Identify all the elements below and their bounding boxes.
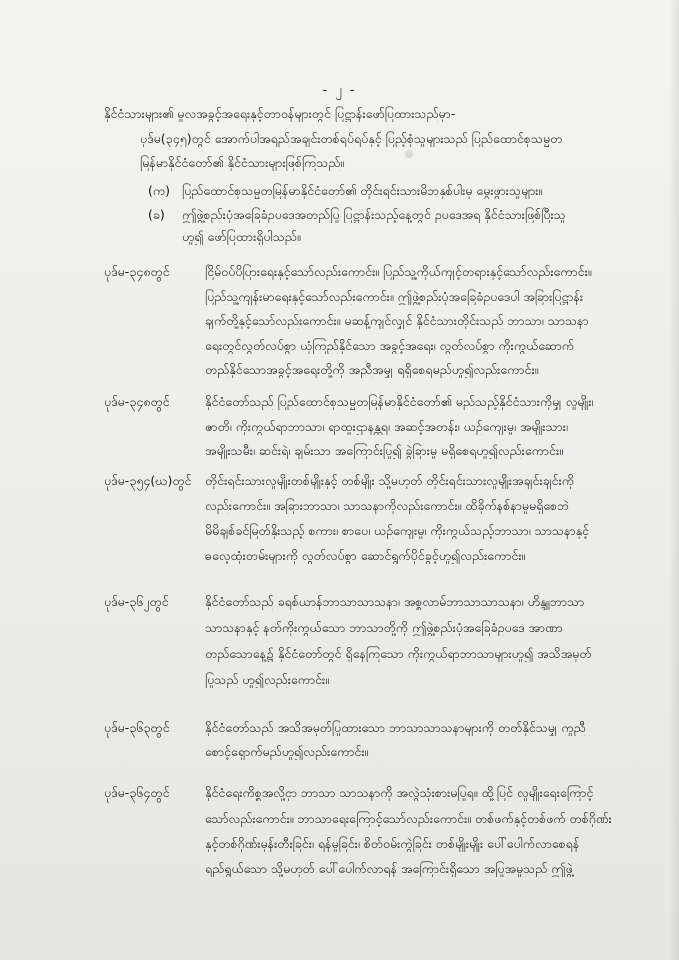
section-label: ပုဒ်မ-၃၆၂တွင်	[104, 594, 169, 609]
section-label: ပုဒ်မ-၃၆၄တွင်	[104, 785, 170, 800]
section-line: ဇာတိ၊ ကိုးကွယ်ရာဘာသာ၊ ရာထူးဌာနန္တရ၊ အဆင့်အတန်း၊ ယဉ်ကျေးမှု၊ အမျိုးသား၊	[205, 419, 568, 434]
section-line: နိုင်ငံရေးကိစ္စအလို့ငှာ ဘာသာ သာသနာကို အလွဲသုံးစားမပြုရ။ ထို့ပြင် လူမျိုးရေးကြောင့်	[205, 785, 594, 800]
section-line: နိုင်ငံတော်သည် ခရစ်ယာန်ဘာသာသာသနာ၊ အစ္စလာမ်ဘာသာသာသနာ၊ ဟိန္ဒူဘာသာ	[205, 594, 585, 609]
intro-line: မြန်မာနိုင်ငံတော်၏ နိုင်ငံသားများဖြစ်ကြသည်။	[140, 155, 345, 170]
section-line: အမျိုးသမီး၊ ဆင်းရဲ၊ ချမ်းသာ အကြောင်းပြု၍ ခွဲခြားမှု မရှိစေရဟူ၍လည်းကောင်း။	[205, 443, 563, 458]
intro-line: နိုင်ငံသားများ၏ မူလအခွင့်အရေးနှင့်တာဝန်များတွင် ပြဋ္ဌာန်းဖော်ပြထားသည်မှာ-	[104, 106, 456, 121]
section-line: ရည်ရွယ်သော သို့မဟုတ် ပေါ်ပေါက်လာရန် အကြောင်းရှိသော အပြုအမူသည် ဤဖွဲ့	[205, 861, 573, 876]
section-line: ပြုသည် ဟူ၍လည်းကောင်း။	[205, 672, 329, 687]
list-item-marker: (က)	[148, 183, 170, 198]
section-label: ပုဒ်မ-၃၆၃တွင်	[104, 720, 170, 735]
list-item-marker: (ခ)	[148, 207, 165, 222]
section-line: သာသနာနှင့် နတ်ကိုးကွယ်သော ဘာသာတို့ကို ဤဖွဲ့စည်းပုံအခြေခံဥပဒေ အာဏာ	[205, 620, 563, 635]
section-line: နိုင်ငံတော်သည် အသိအမှတ်ပြုထားသော ဘာသာသာသနာများကို တတ်နိုင်သမျှ ကူညီ	[205, 720, 586, 735]
list-item-text: ဤဖွဲ့စည်းပုံအခြေခံဥပဒေအတည်ပြု ပြဋ္ဌာန်းသည့်နေ့တွင် ဥပဒေအရ နိုင်ငံသားဖြစ်ပြီးသူ	[182, 207, 566, 222]
list-item-text: ပြည်ထောင်စုသမ္မတမြန်မာနိုင်ငံတော်၏ တိုင်းရင်းသားမိဘနှစ်ပါးမှ မွေးဖွားသူများ။	[182, 183, 543, 198]
section-line: ချက်တို့နှင့်သော်လည်းကောင်း။ မဆန့်ကျင်လျှင် နိုင်ငံသားတိုင်းသည် ဘာသာ၊ သာသနာ	[205, 313, 589, 328]
section-line: ဓလေ့ထုံးတမ်းများကို လွတ်လပ်စွာ ဆောင်ရွက်ပိုင်ခွင့်ဟူ၍လည်းကောင်း။	[205, 548, 526, 563]
section-line: တည်နိုင်သောအခွင့်အရေးတို့ကို အညီအမျှ ရရှိစေရမည်ဟူ၍လည်းကောင်း။	[205, 362, 539, 377]
section-line: တိုင်းရင်းသားလူမျိုးတစ်မျိုးနှင့် တစ်မျိုး သို့မဟုတ် တိုင်းရင်းသားလူမျိုးအချင်းချင်းကို	[205, 473, 574, 488]
section-line: စောင့်ရှောက်မည်ဟူ၍လည်းကောင်း။	[205, 744, 369, 759]
section-label: ပုဒ်မ-၃၄၈တွင်	[104, 394, 170, 409]
section-label: ပုဒ်မ-၃၅၄(ဃ)တွင်	[104, 473, 192, 488]
page-edge-shadow	[669, 0, 679, 960]
section-line: လည်းကောင်း။ အခြားဘာသာ၊ သာသနာကိုလည်းကောင်း။ ထိခိုက်နစ်နာမှုမရှိစေဘဲ	[205, 498, 570, 513]
section-line: နိုင်ငံတော်သည် ပြည်ထောင်စုသမ္မတမြန်မာနိုင်ငံတော်၏ မည်သည့်နိုင်ငံသားကိုမျှ လူမျိုး၊	[205, 394, 594, 409]
section-label: ပုဒ်မ-၃၄၈တွင်	[104, 264, 170, 279]
section-line: နှင့်တစ်ဂိုဏ်းမုန်းတီးခြင်း၊ ရန်မူခြင်း၊ စိတ်ဝမ်းကွဲခြင်း တစ်မျိုးမျိုး ပေါ်ပေါက်လာစေရန်	[205, 836, 580, 851]
section-line: ငြိမ်ဝပ်ပိပြားရေးနှင့်သော်လည်းကောင်း။ ပြည်သူ့ကိုယ်ကျင့်တရားနှင့်သော်လည်းကောင်း။	[205, 264, 592, 279]
page-number: - ၂ -	[322, 83, 357, 98]
section-line: တည်သောနေ့၌ နိုင်ငံတော်တွင် ရှိနေကြသော ကိုးကွယ်ရာဘာသာများဟူ၍ အသိအမှတ်	[205, 646, 592, 661]
section-line: မိမိချစ်ခင်မြတ်နိုးသည့် စကား၊ စာပေ၊ ယဉ်ကျေးမှု၊ ကိုးကွယ်သည့်ဘာသာ၊ သာသနာနှင့်	[205, 523, 589, 538]
list-item-text: ဟူ၍ ဖော်ပြထားရှိပါသည်။	[182, 229, 301, 244]
section-line: ပြည်သူ့ကျန်းမာရေးနှင့်သော်လည်းကောင်း။ ဤဖွဲ့စည်းပုံအခြေခံဥပဒေပါ အခြားပြဋ္ဌာန်း	[205, 289, 584, 304]
section-line: သော်လည်းကောင်း။ ဘာသာရေးကြောင့်သော်လည်းကောင်း။ တစ်ဖက်နှင့်တစ်ဖက် တစ်ဂိုဏ်း	[205, 811, 612, 826]
intro-line: ပုဒ်မ(၃၄၅)တွင် အောက်ပါအရည်အချင်းတစ်ရပ်ရပ်နှင့် ပြည့်စုံသူများသည် ပြည်ထောင်စုသမ္မတ	[140, 131, 563, 146]
section-line: ရေးတွင်လွတ်လပ်စွာ ယုံကြည်နိုင်သော အခွင့်အရေး၊ လွတ်လပ်စွာ ကိုးကွယ်ဆောက်	[205, 338, 574, 353]
